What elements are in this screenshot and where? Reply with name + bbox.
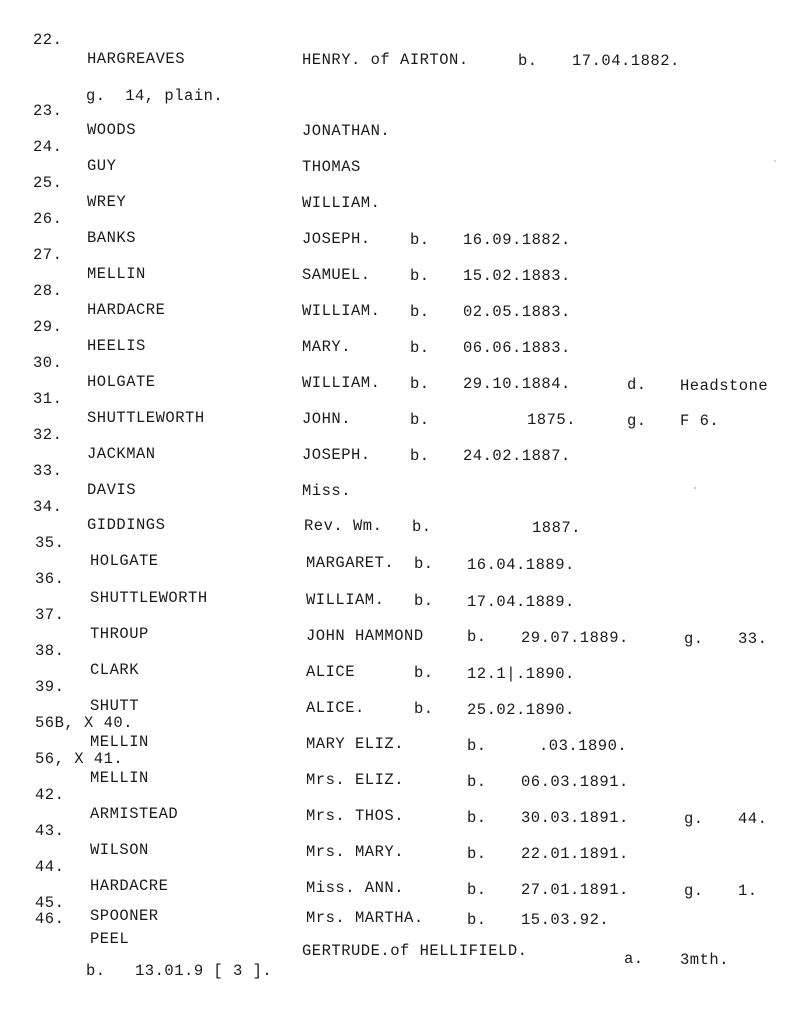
entry-number: 33. bbox=[33, 462, 63, 480]
entry-date: 24.02.1887. bbox=[463, 447, 571, 465]
entry-born-marker: b. bbox=[467, 737, 487, 755]
entry-number: 46. bbox=[35, 910, 65, 928]
entry-surname: HEELIS bbox=[87, 337, 146, 355]
entry-forename: WILLIAM. bbox=[306, 591, 385, 609]
entry-surname: WREY bbox=[87, 193, 127, 211]
entry-number: 30. bbox=[33, 354, 63, 372]
entry-forename: WILLIAM. bbox=[302, 374, 381, 392]
entry-born-marker: b. bbox=[414, 555, 434, 573]
entry-date: 1887. bbox=[532, 519, 582, 537]
entry-date: 17.04.1882. bbox=[572, 52, 680, 70]
entry-surname: BANKS bbox=[87, 229, 137, 247]
entry-number: 25. bbox=[33, 174, 63, 192]
entry-forename: JOHN. bbox=[302, 410, 352, 428]
entry-number: 32. bbox=[33, 426, 63, 444]
entry-number: 45. bbox=[35, 894, 65, 912]
entry-born-marker: b. bbox=[467, 881, 487, 899]
entry-surname: HOLGATE bbox=[90, 552, 159, 570]
entry-number: 56, X 41. bbox=[35, 750, 124, 768]
entry-date: 27.01.1891. bbox=[521, 881, 629, 899]
entry-surname: HARDACRE bbox=[90, 877, 169, 895]
entry-grave-ref: 33. bbox=[738, 630, 768, 648]
entry-surname: ARMISTEAD bbox=[90, 805, 179, 823]
entry-surname: GUY bbox=[87, 157, 117, 175]
entry-forename: SAMUEL. bbox=[302, 266, 371, 284]
entry-forename: MARY ELIZ. bbox=[306, 735, 405, 753]
entry-forename: Mrs. MARY. bbox=[306, 843, 405, 861]
entry-grave-marker: g. bbox=[684, 882, 704, 900]
entry-grave-marker: g. bbox=[627, 412, 647, 430]
entry-date: 16.09.1882. bbox=[463, 231, 571, 249]
entry-date: .03.1890. bbox=[539, 737, 628, 755]
entry-surname: MELLIN bbox=[90, 733, 149, 751]
entry-number: 23. bbox=[33, 102, 63, 120]
entry-born-marker: b. bbox=[467, 845, 487, 863]
entry-surname: JACKMAN bbox=[87, 445, 156, 463]
entry-number: 56B, X 40. bbox=[35, 714, 134, 732]
entry-surname: MELLIN bbox=[90, 769, 149, 787]
entry-date: 29.07.1889. bbox=[521, 629, 629, 647]
entry-number: 44. bbox=[35, 858, 65, 876]
entry-forename: JONATHAN. bbox=[302, 122, 391, 140]
entry-died-marker: d. bbox=[627, 376, 647, 394]
entry-born-marker: b. bbox=[410, 411, 430, 429]
entry-surname: HOLGATE bbox=[87, 373, 156, 391]
entry-grave-ref: 1. bbox=[738, 882, 758, 900]
entry-surname: HARDACRE bbox=[87, 301, 166, 319]
entry-forename: Mrs. ELIZ. bbox=[306, 771, 405, 789]
entry-born-marker: b. bbox=[467, 809, 487, 827]
entry-number: 39. bbox=[35, 678, 65, 696]
entry-surname: CLARK bbox=[90, 661, 140, 679]
entry-number: 34. bbox=[33, 498, 63, 516]
entry-surname: GIDDINGS bbox=[87, 516, 166, 534]
entry-forename: WILLIAM. bbox=[302, 194, 381, 212]
entry-number: 22. bbox=[33, 31, 63, 49]
entry-forename: Miss. ANN. bbox=[306, 879, 405, 897]
entry-born-marker: b. bbox=[467, 911, 487, 929]
entry-date: 06.03.1891. bbox=[521, 773, 629, 791]
entry-forename: Miss. bbox=[302, 482, 352, 500]
entry-forename: MARGARET. bbox=[306, 554, 395, 572]
entry-forename: THOMAS bbox=[302, 158, 361, 176]
entry-date: 1875. bbox=[527, 411, 577, 429]
entry-born-marker: b. bbox=[414, 664, 434, 682]
entry-forename: Mrs. MARTHA. bbox=[306, 909, 424, 927]
entry-forename: MARY. bbox=[302, 338, 352, 356]
entry-date: 25.02.1890. bbox=[467, 701, 575, 719]
entry-number: 31. bbox=[33, 390, 63, 408]
entry-forename: WILLIAM. bbox=[302, 302, 381, 320]
entry-born-marker: b. bbox=[410, 267, 430, 285]
entry-born-marker: b. bbox=[410, 339, 430, 357]
entry-forename: JOSEPH. bbox=[302, 446, 371, 464]
entry-forename: JOHN HAMMOND bbox=[306, 627, 424, 645]
entry-surname: WILSON bbox=[90, 841, 149, 859]
entry-surname: SHUTT bbox=[90, 697, 140, 715]
entry-date: 16.04.1889. bbox=[467, 556, 575, 574]
entry-forename: GERTRUDE.of HELLIFIELD. bbox=[302, 942, 528, 960]
entry-born-marker: b. bbox=[410, 375, 430, 393]
entry-date: 29.10.1884. bbox=[463, 375, 571, 393]
entry-born-marker: b. bbox=[412, 518, 432, 536]
entry-headstone-note: Headstone bbox=[680, 377, 769, 395]
entry-number: 26. bbox=[33, 210, 63, 228]
entry-forename: Mrs. THOS. bbox=[306, 807, 405, 825]
entry-born-marker: b. bbox=[467, 628, 487, 646]
entry-number: 37. bbox=[35, 606, 65, 624]
entry-number: 43. bbox=[35, 822, 65, 840]
entry-date: 15.02.1883. bbox=[463, 267, 571, 285]
entry-number: 38. bbox=[35, 642, 65, 660]
entry-age-value: 3mth. bbox=[680, 951, 730, 969]
entry-note: g. 14, plain. bbox=[86, 87, 224, 105]
entry-born-marker: b. bbox=[467, 773, 487, 791]
entry-date: 02.05.1883. bbox=[463, 303, 571, 321]
entry-surname: WOODS bbox=[87, 121, 137, 139]
entry-date: 06.06.1883. bbox=[463, 339, 571, 357]
entry-born-marker: b. bbox=[518, 52, 538, 70]
entry-forename: ALICE bbox=[306, 663, 356, 681]
entry-date: 17.04.1889. bbox=[467, 593, 575, 611]
entry-forename: JOSEPH. bbox=[302, 230, 371, 248]
entry-born-marker: b. bbox=[410, 231, 430, 249]
entry-date: 12.1|.1890. bbox=[467, 665, 575, 683]
entry-note: b. 13.01.9 [ 3 ]. bbox=[86, 962, 273, 980]
entry-forename: HENRY. of AIRTON. bbox=[302, 51, 469, 69]
entry-number: 24. bbox=[33, 138, 63, 156]
entry-age-marker: a. bbox=[624, 950, 644, 968]
entry-born-marker: b. bbox=[410, 303, 430, 321]
entry-number: 36. bbox=[35, 570, 65, 588]
entry-number: 42. bbox=[35, 786, 65, 804]
entry-born-marker: b. bbox=[414, 592, 434, 610]
entry-surname: THROUP bbox=[90, 625, 149, 643]
entry-forename: ALICE. bbox=[306, 699, 365, 717]
entry-surname: MELLIN bbox=[87, 265, 146, 283]
entry-surname: DAVIS bbox=[87, 481, 137, 499]
entry-surname: SHUTTLEWORTH bbox=[87, 409, 205, 427]
entry-grave-ref: F 6. bbox=[680, 412, 720, 430]
entry-born-marker: b. bbox=[410, 447, 430, 465]
entry-number: 27. bbox=[33, 246, 63, 264]
entry-grave-marker: g. bbox=[684, 810, 704, 828]
entry-forename: Rev. Wm. bbox=[304, 517, 383, 535]
entry-date: 15.03.92. bbox=[521, 911, 610, 929]
entry-number: 29. bbox=[33, 318, 63, 336]
speck bbox=[774, 160, 776, 162]
entry-surname: PEEL bbox=[90, 930, 130, 948]
entry-born-marker: b. bbox=[414, 700, 434, 718]
entry-surname: SHUTTLEWORTH bbox=[90, 589, 208, 607]
entry-surname: SPOONER bbox=[90, 907, 159, 925]
entry-grave-marker: g. bbox=[684, 630, 704, 648]
entry-grave-ref: 44. bbox=[738, 810, 768, 828]
entry-number: 28. bbox=[33, 282, 63, 300]
entry-surname: HARGREAVES bbox=[87, 50, 186, 68]
speck bbox=[694, 487, 696, 489]
entry-number: 35. bbox=[35, 534, 65, 552]
entry-date: 30.03.1891. bbox=[521, 809, 629, 827]
entry-date: 22.01.1891. bbox=[521, 845, 629, 863]
